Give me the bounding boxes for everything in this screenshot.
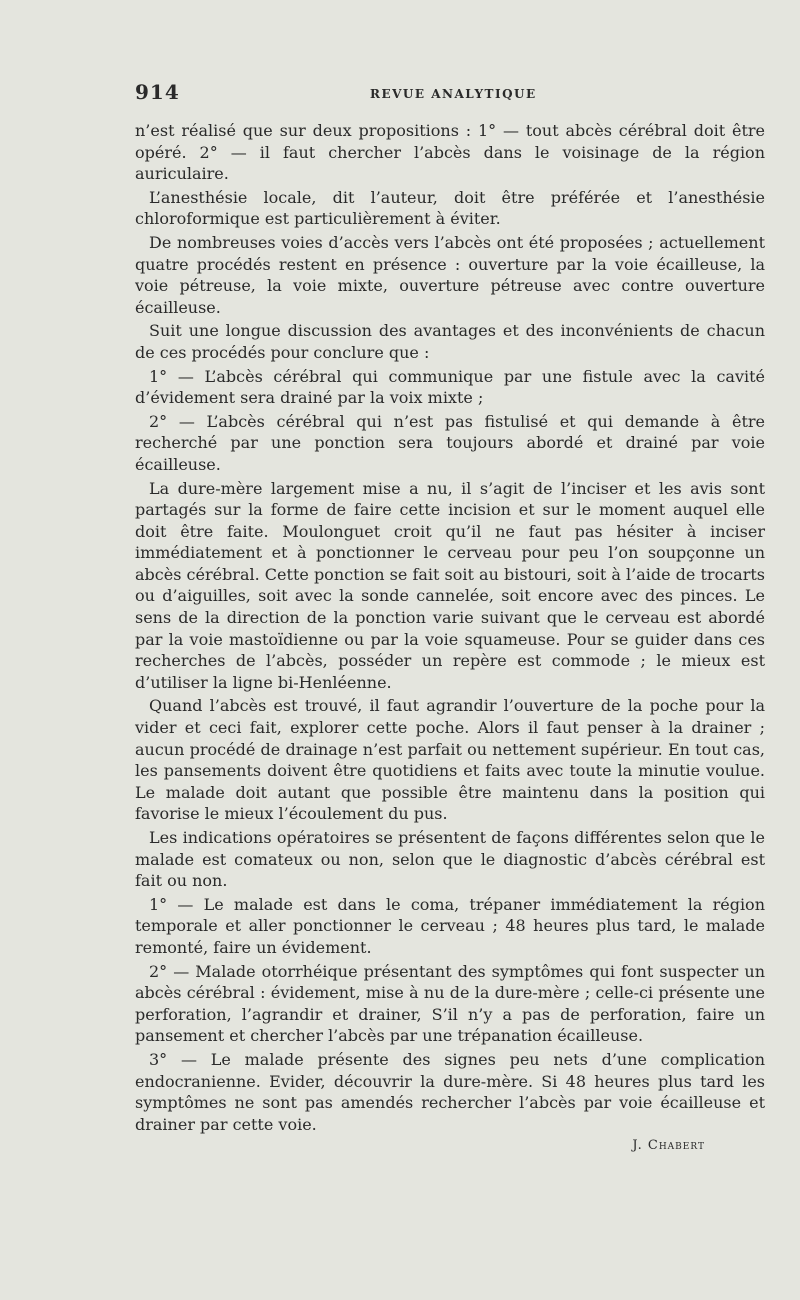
paragraph: Suit une longue discussion des avantages et des inconvénients de chacun de ces procédés pour conclure que : — [135, 321, 765, 362]
paragraph: n’est réalisé que sur deux propositions : 1° — tout abcès cérébral doit être opéré. 2° — il faut chercher l’abcès dans le voisinage de la région auriculaire. — [135, 121, 765, 184]
signature-row — [135, 1135, 765, 1157]
paragraph: De nombreuses voies d’accès vers l’abcès ont été proposées ; actuellement quatre procédés restent en présence : ouverture par la voie écailleuse, la voie pétreuse, la voie mixte, ouverture pétreuse avec contre ouverture écailleuse. — [135, 232, 765, 317]
paragraph: 3° — Le malade présente des signes peu nets d’une complication endocranienne. Evider, découvrir la dure-mère. Si 48 heures plus tard les symptômes ne sont pas amendés rechercher l’abcès par voie écailleuse et drainer par cette voie. — [135, 1049, 765, 1134]
paragraph: Quand l’abcès est trouvé, il faut agrandir l’ouverture de la poche pour la vider et ceci fait, explorer cette poche. Alors il faut penser à la drainer ; aucun procédé de drainage n’est parfait ou nettement supérieur. En tout cas, les pansements doivent être quotidiens et faits avec toute la minutie voulue. Le malade doit autant que possible être maintenu dans la position qui favorise le mieux l’écoulement du pus. — [135, 696, 765, 824]
page-header — [135, 80, 765, 110]
paragraph: 2° — L’abcès cérébral qui n’est pas fistulisé et qui demande à être recherché par une ponction sera toujours abordé et drainé par voie écailleuse. — [135, 411, 765, 474]
paragraph: 2° — Malade otorrhéique présentant des symptômes qui font suspecter un abcès cérébral : évidement, mise à nu de la dure-mère ; celle-ci présente une perforation, l’agrandir et drainer, S’il n’y a pas de perforation, faire un pansement et chercher l’abcès par une trépanation écailleuse. — [135, 961, 765, 1046]
author-signature: J. Chabert — [632, 1138, 705, 1154]
paragraph: 1° — L’abcès cérébral qui communique par une fistule avec la cavité d’évidement sera drainé par la voix mixte ; — [135, 366, 765, 408]
paragraph: Les indications opératoires se présentent de façons différentes selon que le malade est comateux ou non, selon que le diagnostic d’abcès cérébral est fait ou non. — [135, 828, 765, 891]
paragraph: 1° — Le malade est dans le coma, trépaner immédiatement la région temporale et aller ponctionner le cerveau ; 48 heures plus tard, le malade remonté, faire un évidement. — [135, 894, 765, 957]
page-number: 914 — [135, 80, 180, 104]
paragraph: La dure-mère largement mise a nu, il s’agit de l’inciser et les avis sont partagés sur la forme de faire cette incision et sur le moment auquel elle doit être faite. Moulonguet croit qu’il ne faut pas hésiter à inciser immédiatement et à ponctionner le cerveau pour peu l’on soupçonne un abcès cérébral. Cette ponction se fait soit au bistouri, soit à l’aide de trocarts ou d’aiguilles, soit avec la sonde cannelée, soit encore avec des pinces. Le sens de la direction de la ponction varie suivant que le cerveau est abordé par la voie mastoïdienne ou par la voie squameuse. Pour se guider dans ces recherches de l’abcès, posséder un repère est commode ; le mieux est d’utiliser la ligne bi-Henléenne. — [135, 478, 765, 692]
paragraph: L’anesthésie locale, dit l’auteur, doit être préférée et l’anesthésie chloroformique est particulièrement à éviter. — [135, 187, 765, 229]
running-title: REVUE ANALYTIQUE — [370, 87, 537, 101]
article-body — [135, 120, 765, 1157]
